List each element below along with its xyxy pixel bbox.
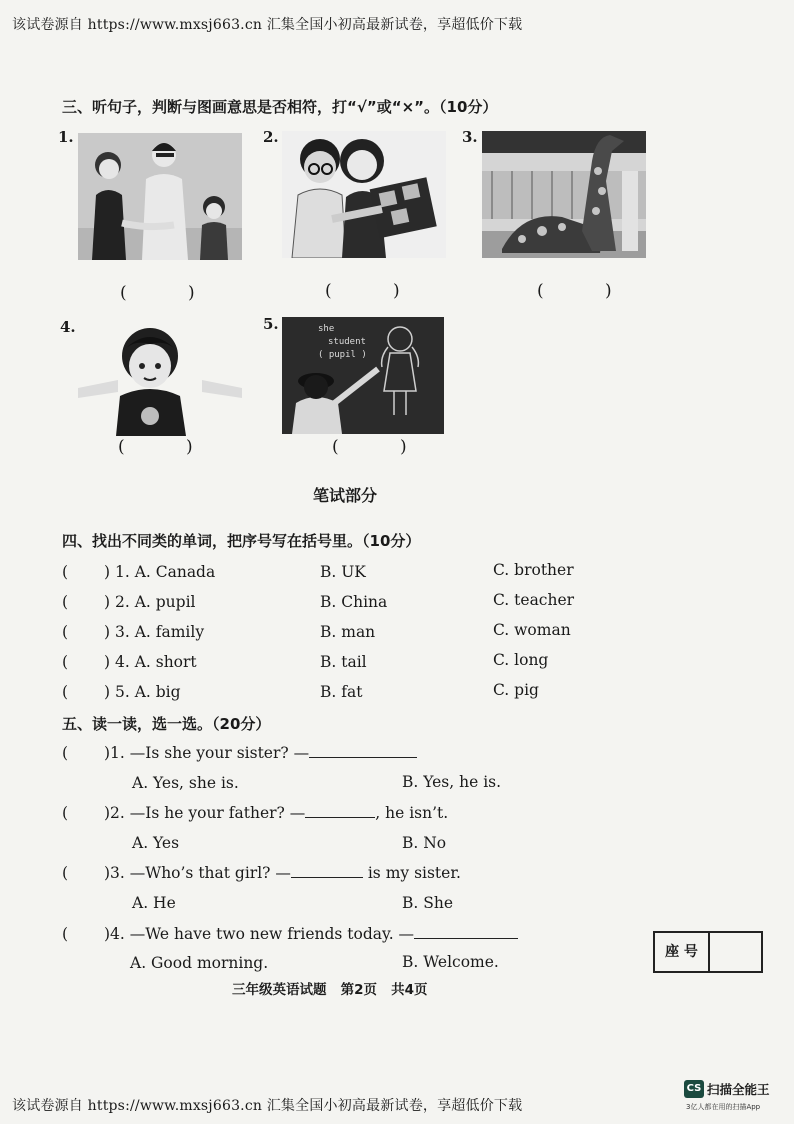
- s5-q4-paren[interactable]: (: [62, 925, 69, 943]
- s5-q2-paren[interactable]: (: [62, 804, 69, 822]
- board-word-1: she: [318, 324, 335, 334]
- bottom-banner: 该试卷源自 https://www.mxsj663.cn 汇集全国小初高最新试卷，享超低价下载: [12, 1098, 523, 1114]
- s4-row5-paren[interactable]: (: [62, 683, 69, 701]
- s5-q4-text: )4. —We have two new friends today. —: [104, 925, 518, 943]
- seat-number-box: [653, 931, 763, 973]
- section5-title: 五、读一读，选一选。（20分）: [62, 715, 271, 733]
- item5-number: 5.: [263, 315, 279, 333]
- section4-title: 四、找出不同类的单词，把序号写在括号里。（10分）: [62, 532, 421, 550]
- scanner-logo-icon: CS: [684, 1080, 704, 1098]
- s5-q4-option-b: B. Welcome.: [402, 953, 499, 971]
- s4-row1-option-b: B. UK: [320, 563, 366, 581]
- scanner-app-name: 扫描全能王: [707, 1082, 770, 1097]
- item2-number: 2.: [263, 128, 279, 146]
- s5-q3-blank[interactable]: [291, 877, 363, 878]
- item3-picture: [482, 131, 646, 258]
- item4-number: 4.: [60, 318, 76, 336]
- item3-number: 3.: [462, 128, 478, 146]
- s4-row5-question: ) 5. A. big: [104, 683, 181, 701]
- item4-picture: [78, 318, 242, 436]
- chalkboard-words: [318, 323, 367, 362]
- s4-row3-option-c: C. woman: [493, 621, 571, 639]
- scanner-app-tagline: 3亿人都在用的扫描App: [686, 1103, 761, 1111]
- s5-q1-option-a: A. Yes, she is.: [132, 774, 239, 792]
- board-word-2: student: [328, 337, 366, 347]
- s4-row5-option-b: B. fat: [320, 683, 363, 701]
- s4-row2-option-c: C. teacher: [493, 591, 575, 609]
- s4-row3-question: ) 3. A. family: [104, 623, 205, 641]
- item1-answer-paren[interactable]: ( ): [120, 283, 223, 303]
- seat-number-field[interactable]: [710, 933, 761, 971]
- s5-q2-text: )2. —Is he your father? — , he isn’t.: [104, 804, 449, 822]
- item1-picture: [78, 133, 242, 260]
- s4-row1-paren[interactable]: (: [62, 563, 69, 581]
- s4-row1-question: ) 1. A. Canada: [104, 563, 216, 581]
- item2-answer-paren[interactable]: ( ): [325, 281, 428, 301]
- item3-answer-paren[interactable]: ( ): [537, 281, 640, 301]
- s4-row4-paren[interactable]: (: [62, 653, 69, 671]
- item5-picture: [282, 317, 444, 434]
- giraffe-illustration: [482, 131, 646, 258]
- page-footer: 三年级英语试题 第2页 共4页: [232, 982, 428, 998]
- written-part-title: 笔试部分: [313, 486, 378, 505]
- family-greeting-illustration: [78, 133, 242, 260]
- top-banner: 该试卷源自 https://www.mxsj663.cn 汇集全国小初高最新试卷，享超低价下载: [12, 17, 523, 33]
- item1-number: 1.: [58, 128, 74, 146]
- s5-q1-paren[interactable]: (: [62, 744, 69, 762]
- s5-q3-text: )3. —Who’s that girl? — is my sister.: [104, 864, 461, 882]
- s5-q1-blank[interactable]: [309, 757, 417, 758]
- item5-answer-paren[interactable]: ( ): [332, 437, 435, 457]
- s5-q1-option-b: B. Yes, he is.: [402, 773, 502, 791]
- s4-row4-option-b: B. tail: [320, 653, 367, 671]
- s4-row5-option-c: C. pig: [493, 681, 539, 699]
- s4-row3-paren[interactable]: (: [62, 623, 69, 641]
- s5-q3-option-b: B. She: [402, 894, 454, 912]
- seat-number-label: 座 号: [655, 933, 710, 971]
- s5-q2-option-b: B. No: [402, 834, 447, 852]
- boy-portrait-illustration: [78, 318, 242, 436]
- s5-q2-blank[interactable]: [305, 817, 375, 818]
- s4-row4-question: ) 4. A. short: [104, 653, 197, 671]
- s4-row3-option-b: B. man: [320, 623, 376, 641]
- s4-row2-option-b: B. China: [320, 593, 388, 611]
- s4-row2-question: ) 2. A. pupil: [104, 593, 196, 611]
- s5-q3-paren[interactable]: (: [62, 864, 69, 882]
- s4-row1-option-c: C. brother: [493, 561, 574, 579]
- s4-row2-paren[interactable]: (: [62, 593, 69, 611]
- s5-q4-blank[interactable]: [414, 938, 518, 939]
- s5-q2-option-a: A. Yes: [132, 834, 180, 852]
- s5-q1-text: )1. —Is she your sister? —: [104, 744, 417, 762]
- s5-q4-option-a: A. Good morning.: [130, 954, 269, 972]
- board-word-3: ( pupil ): [318, 350, 367, 360]
- item4-answer-paren[interactable]: ( ): [118, 437, 221, 457]
- section3-title: 三、听句子，判断与图画意思是否相符，打“√”或“×”。（10分）: [62, 98, 498, 116]
- s5-q3-option-a: A. He: [132, 894, 176, 912]
- s4-row4-option-c: C. long: [493, 651, 549, 669]
- friends-photo-album-illustration: [282, 131, 446, 258]
- item2-picture: [282, 131, 446, 258]
